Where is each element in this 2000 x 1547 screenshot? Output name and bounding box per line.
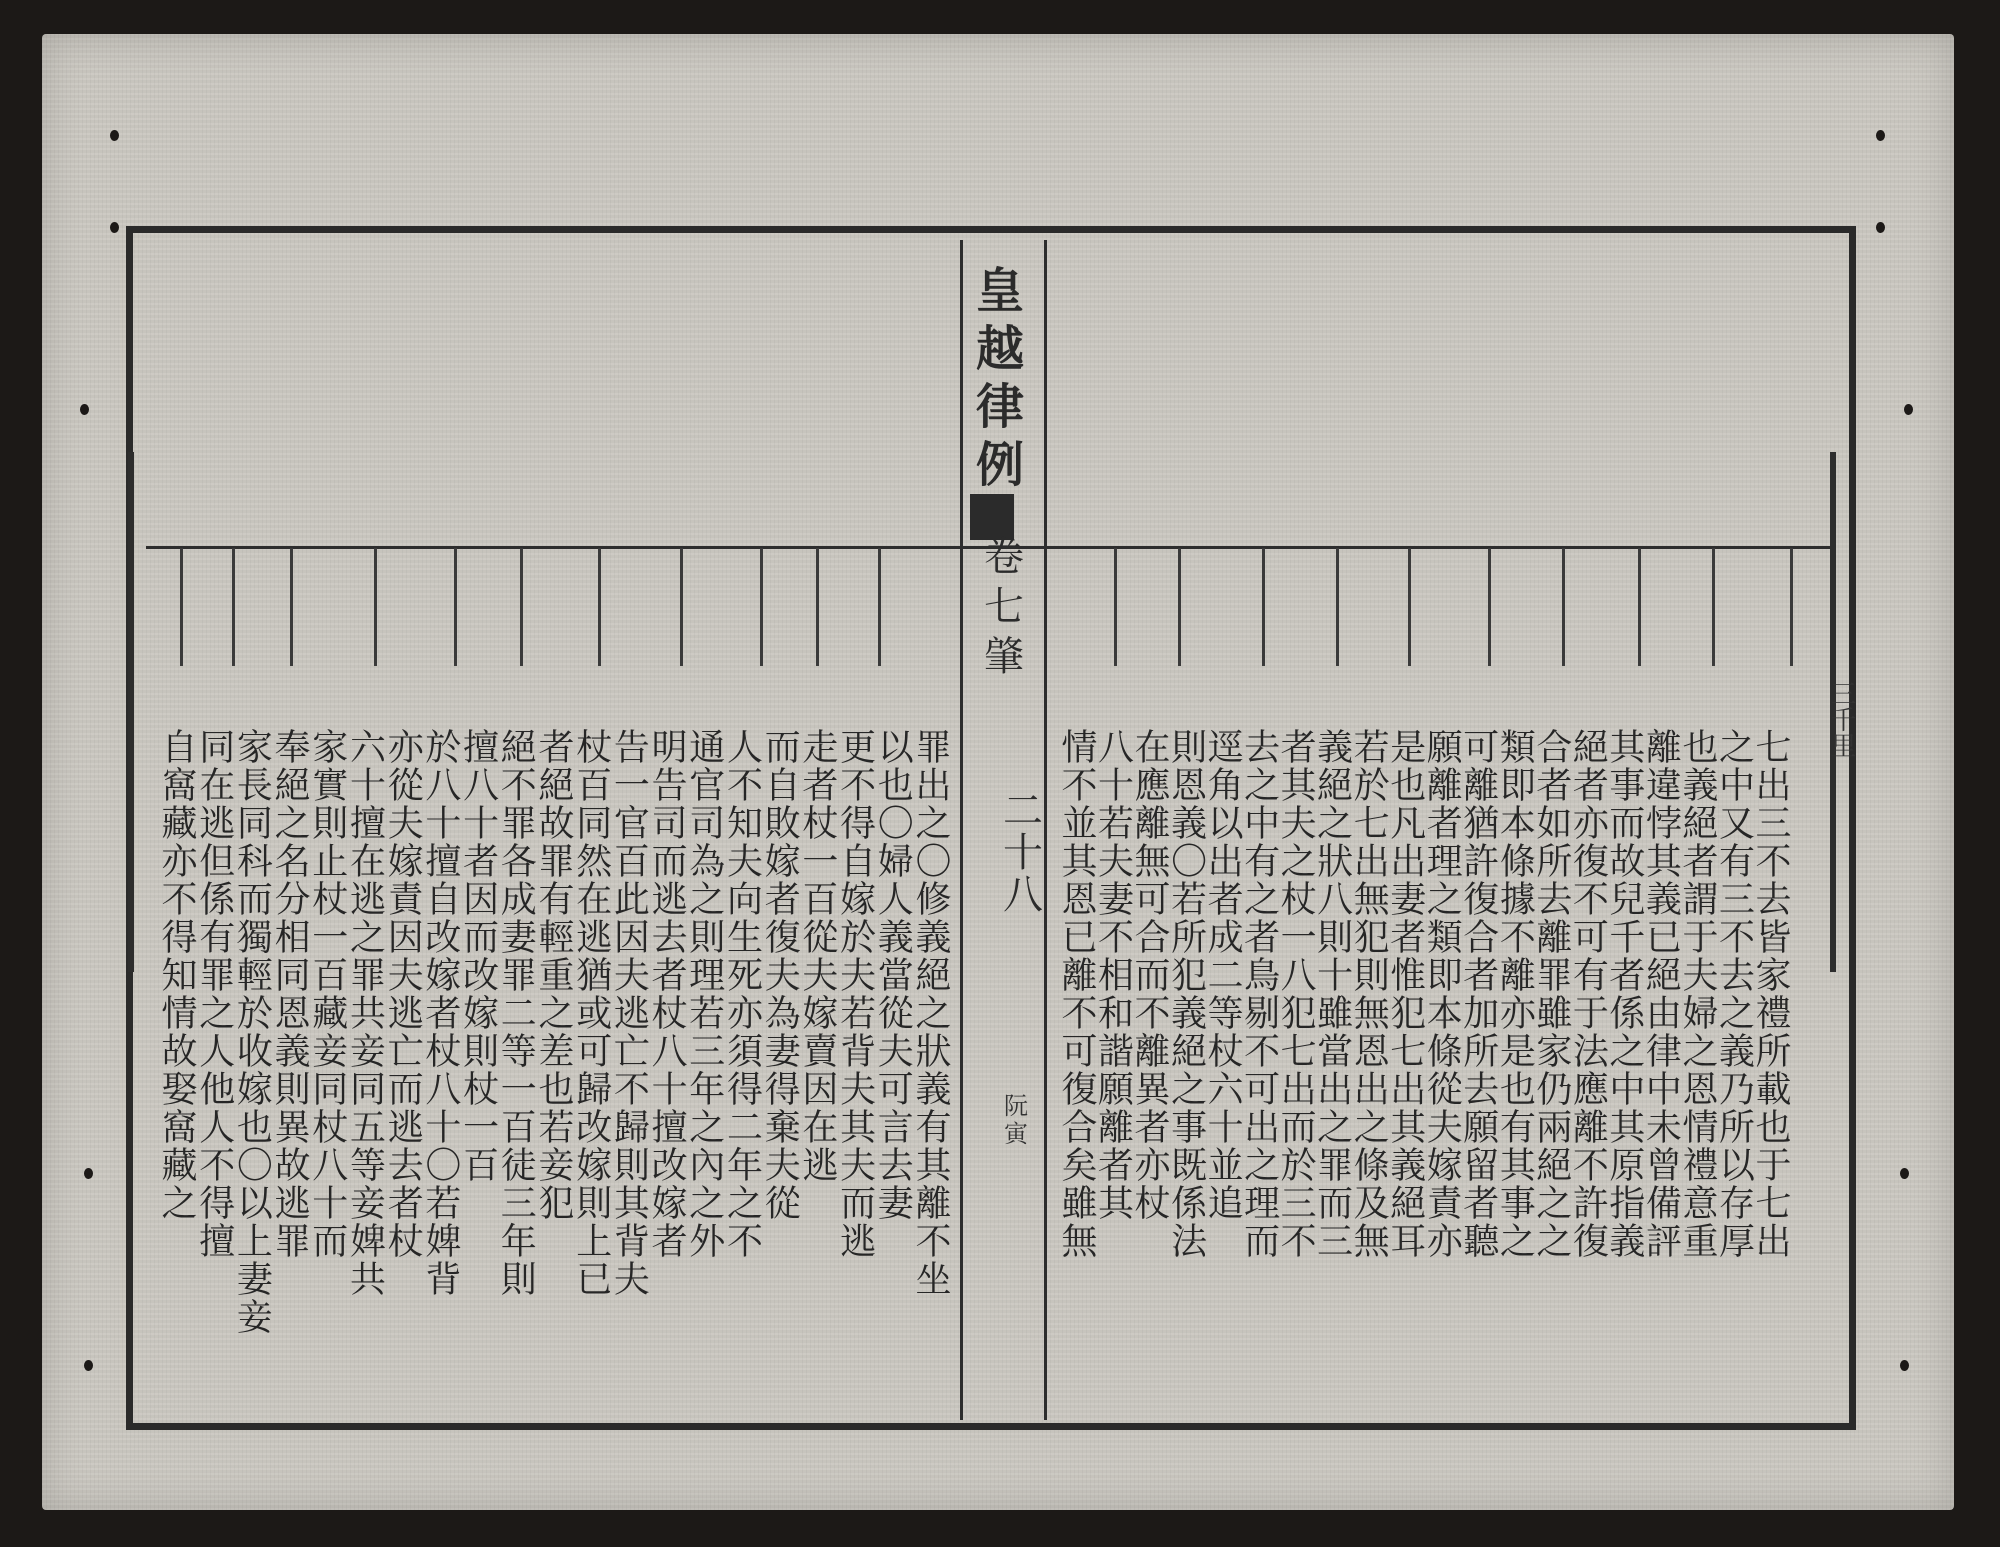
text-column: 通官司為之則理若三年之內之外: [683, 728, 725, 1260]
column-divider: [598, 548, 601, 666]
column-divider: [520, 548, 523, 666]
text-column: 合者如所去離罪雖家仍兩絕之之: [1530, 728, 1572, 1260]
margin-note: 三千里: [1826, 680, 1856, 758]
text-column: 同在逃但係有罪之人他人不得擅: [193, 728, 235, 1260]
volume-number: 卷七: [984, 534, 1024, 630]
text-column: 八十若夫妻不相和諧願離者其: [1092, 728, 1134, 1222]
binding-hole: [1900, 1168, 1909, 1179]
text-column: 類即本條據不離亦是也有其事之: [1494, 728, 1536, 1260]
text-column: 去之中有之者鳥剔不可出之理而: [1238, 728, 1280, 1260]
page-number: 二十八: [1003, 788, 1043, 918]
text-column: 於八十擅自改嫁者杖八十〇若婢背: [419, 728, 461, 1298]
binding-hole: [110, 222, 119, 233]
column-divider: [1638, 548, 1641, 666]
column-divider: [816, 548, 819, 666]
text-column: 奉絕之名分相同恩義則異故逃罪: [269, 728, 311, 1260]
binding-hole: [110, 130, 119, 141]
book-title: 皇越律例: [975, 263, 1024, 493]
text-column: 自窩藏亦不得知情故娶窩藏之: [156, 728, 197, 1222]
column-divider: [1178, 548, 1181, 666]
text-column: 絕不罪各成妻罪二等一百徒三年則: [495, 728, 537, 1298]
column-divider: [1262, 548, 1265, 666]
text-column: 離違悖其義已絕由律中未曾備評: [1640, 728, 1682, 1260]
binding-hole: [84, 1168, 93, 1179]
text-column: 亦從夫嫁責因夫逃亡而逃去者杖: [382, 728, 424, 1260]
text-column: 若於七出無犯則無恩出之條及無: [1348, 728, 1390, 1260]
column-divider: [180, 548, 183, 666]
text-column: 明告司而逃去者杖八十擅改嫁者: [646, 728, 688, 1260]
text-column: 其事而故兒千者係之中其原指義: [1603, 728, 1645, 1260]
text-column: 人不知夫向生死亦須得二年之不: [721, 728, 763, 1260]
column-divider: [128, 452, 134, 972]
column-divider: [1488, 548, 1491, 666]
column-divider: [680, 548, 683, 666]
column-divider: [1712, 548, 1715, 666]
binding-hole: [84, 1360, 93, 1371]
binding-hole: [1900, 1360, 1909, 1371]
center-column-border: [960, 240, 963, 1420]
text-column: 者絕故罪有輕重之差也若妾犯: [533, 728, 574, 1222]
volume-suffix: 肇: [984, 634, 1024, 680]
text-column: 願離者理之類即本條從夫嫁責亦: [1421, 728, 1463, 1260]
text-column: 是也凡出妻者惟犯七出其義絕耳: [1384, 728, 1426, 1260]
column-divider: [760, 548, 763, 666]
column-divider: [878, 548, 881, 666]
text-column: 家實則止杖一百藏妾同杖八十而: [306, 728, 348, 1260]
text-column: 之中又有三不去之義乃所以存厚: [1713, 728, 1755, 1260]
text-column: 者其夫之杖一八犯七出而於三不: [1275, 728, 1317, 1260]
text-column: 以也〇婦人義當從夫可言去妻: [872, 728, 914, 1222]
text-column: 告一官百此因夫逃亡不歸則其背夫: [608, 728, 650, 1298]
carver-name: 阮寅: [1004, 1092, 1028, 1148]
text-column: 走者杖一百從夫嫁賣因在逃: [796, 728, 838, 1184]
text-column: 則恩義〇若所犯義絕之事既係法: [1165, 728, 1207, 1260]
binding-hole: [1876, 130, 1885, 141]
text-column: 可離猶許復合者加所去願留者聽: [1457, 728, 1499, 1260]
text-column: 罪出之〇修義絕之狀義有其離不坐: [910, 728, 951, 1298]
text-column: 而自敗嫁者復夫為妻得棄夫從: [759, 728, 801, 1222]
column-divider: [454, 548, 457, 666]
text-column: 擅八十者因而改嫁則杖一百: [457, 728, 499, 1184]
text-column: 逕角以出者成二等杖六十並追: [1202, 728, 1244, 1222]
column-divider: [1114, 548, 1117, 666]
binding-hole: [1904, 404, 1913, 415]
column-divider: [1408, 548, 1411, 666]
binding-hole: [80, 404, 89, 415]
text-column: 也義絕者謂于夫婦之恩情禮意重: [1676, 728, 1718, 1260]
text-column: 家長同科而獨輕於收嫁也〇以上妻妾: [231, 728, 273, 1336]
text-column: 更不得自嫁於夫若背夫其夫而逃: [834, 728, 876, 1260]
text-column: 六十擅在逃之罪共妾同五等妾婢共: [344, 728, 386, 1298]
binding-hole: [1876, 222, 1885, 233]
text-column: 杖百同然在逃猶或可歸改嫁則上已: [570, 728, 612, 1298]
text-column: 絕者亦復不可有于法應離不許復: [1567, 728, 1609, 1260]
text-column: 在應離無可合而不離異者亦杖: [1129, 728, 1171, 1222]
text-column: 情不並其恩已離不可復合矣雖無: [1056, 728, 1097, 1260]
text-column: 義絕之狀八則十雖當出之罪而三: [1311, 728, 1353, 1260]
column-divider: [1336, 548, 1339, 666]
text-column: 七出三不去皆家禮所載也于七出: [1750, 728, 1791, 1260]
volume-label: [974, 532, 1034, 682]
column-divider: [290, 548, 293, 666]
column-divider: [374, 548, 377, 666]
column-divider: [232, 548, 235, 666]
column-divider: [1790, 548, 1793, 666]
column-divider: [1562, 548, 1565, 666]
